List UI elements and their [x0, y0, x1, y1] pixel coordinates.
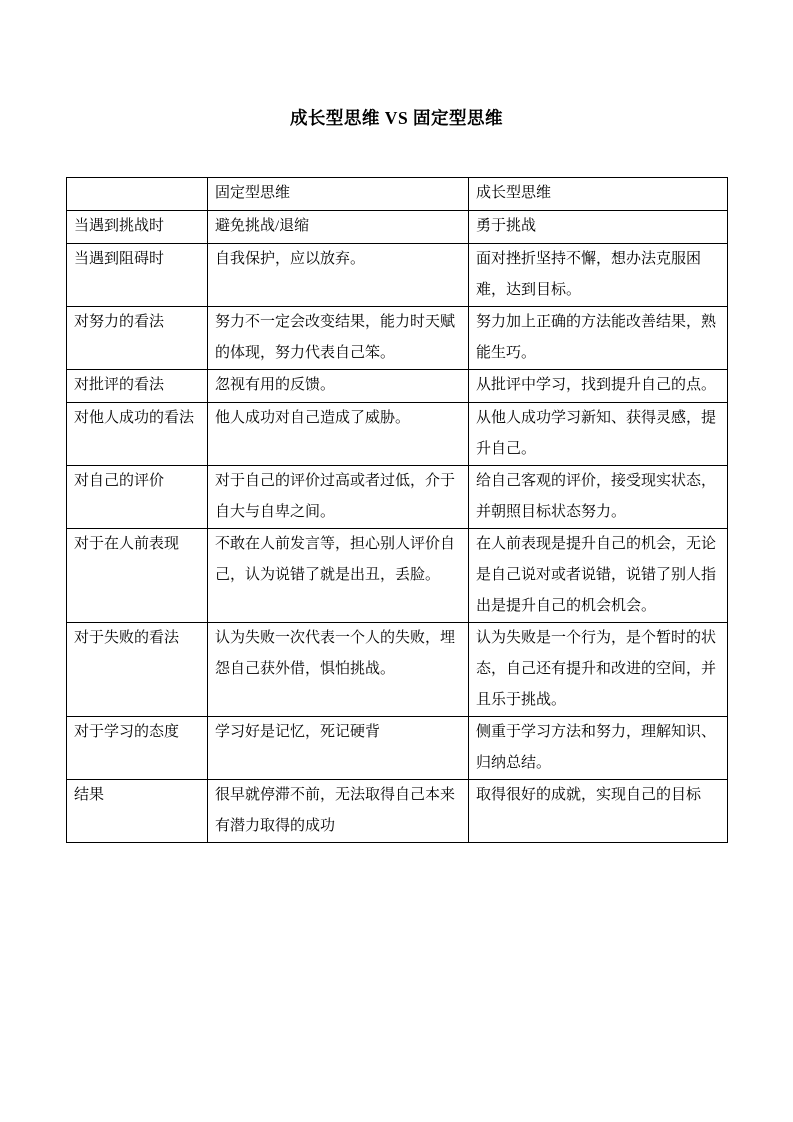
- fixed-mindset-cell: 对于自己的评价过高或者过低，介于自大与自卑之间。: [208, 466, 469, 529]
- page-title: 成长型思维 VS 固定型思维: [289, 108, 504, 128]
- row-label: 当遇到挑战时: [67, 211, 208, 244]
- growth-mindset-cell: 面对挫折坚持不懈，想办法克服困难，达到目标。: [469, 244, 728, 307]
- header-empty-cell: [67, 178, 208, 211]
- table-row: [67, 403, 728, 466]
- growth-mindset-cell: 努力加上正确的方法能改善结果，熟能生巧。: [469, 307, 728, 370]
- row-label: 对努力的看法: [67, 307, 208, 370]
- table-row: [67, 466, 728, 529]
- header-fixed-mindset: 固定型思维: [208, 178, 469, 211]
- row-label: 对他人成功的看法: [67, 403, 208, 466]
- table-row: [67, 623, 728, 717]
- growth-mindset-cell: 从他人成功学习新知、获得灵感，提升自己。: [469, 403, 728, 466]
- row-label: 结果: [67, 780, 208, 843]
- row-label: 对自己的评价: [67, 466, 208, 529]
- table-row: [67, 244, 728, 307]
- fixed-mindset-cell: 忽视有用的反馈。: [208, 370, 469, 403]
- row-label: 对于学习的态度: [67, 717, 208, 780]
- fixed-mindset-cell: 避免挑战/退缩: [208, 211, 469, 244]
- fixed-mindset-cell: 他人成功对自己造成了威胁。: [208, 403, 469, 466]
- growth-mindset-cell: 从批评中学习，找到提升自己的点。: [469, 370, 728, 403]
- fixed-mindset-cell: 认为失败一次代表一个人的失败，埋怨自己获外借，惧怕挑战。: [208, 623, 469, 717]
- growth-mindset-cell: 给自己客观的评价，接受现实状态，并朝照目标状态努力。: [469, 466, 728, 529]
- fixed-mindset-cell: 很早就停滞不前，无法取得自己本来有潜力取得的成功: [208, 780, 469, 843]
- fixed-mindset-cell: 自我保护，应以放弃。: [208, 244, 469, 307]
- fixed-mindset-cell: 学习好是记忆，死记硬背: [208, 717, 469, 780]
- growth-mindset-cell: 侧重于学习方法和努力，理解知识、归纳总结。: [469, 717, 728, 780]
- table-row: [67, 307, 728, 370]
- table-row: [67, 717, 728, 780]
- growth-mindset-cell: 勇于挑战: [469, 211, 728, 244]
- header-growth-mindset: 成长型思维: [469, 178, 728, 211]
- table-row: [67, 780, 728, 843]
- row-label: 对批评的看法: [67, 370, 208, 403]
- table-header-row: [67, 178, 728, 211]
- table-row: [67, 211, 728, 244]
- growth-mindset-cell: 认为失败是一个行为，是个暂时的状态，自己还有提升和改进的空间，并且乐于挑战。: [469, 623, 728, 717]
- growth-mindset-cell: 取得很好的成就，实现自己的目标: [469, 780, 728, 843]
- fixed-mindset-cell: 不敢在人前发言等，担心别人评价自己，认为说错了就是出丑，丢脸。: [208, 529, 469, 623]
- row-label: 当遇到阻碍时: [67, 244, 208, 307]
- growth-mindset-cell: 在人前表现是提升自己的机会，无论是自己说对或者说错，说错了别人指出是提升自己的机会机会。: [469, 529, 728, 623]
- row-label: 对于失败的看法: [67, 623, 208, 717]
- comparison-table: [66, 177, 728, 843]
- table-row: [67, 370, 728, 403]
- row-label: 对于在人前表现: [67, 529, 208, 623]
- table-row: [67, 529, 728, 623]
- fixed-mindset-cell: 努力不一定会改变结果，能力时天赋的体现，努力代表自己笨。: [208, 307, 469, 370]
